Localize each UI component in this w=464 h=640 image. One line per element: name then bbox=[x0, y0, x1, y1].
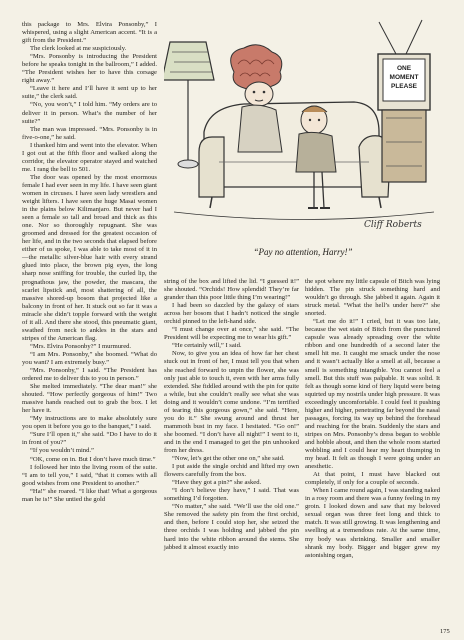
text-column-3 bbox=[305, 278, 440, 560]
paragraph: “My instructions are to make absolutely sure you open it before you go to the banquet,” I said. bbox=[22, 415, 157, 431]
paragraph: “I am Mrs. Ponsonby,” she boomed. “What do you want? I am extremely busy.” bbox=[22, 350, 157, 366]
paragraph: “Mrs. Elvira Ponsonby?” I murmured. bbox=[30, 342, 132, 350]
paragraph: She melted immediately. “The dear man!” she shouted. “How perfectly gorgeous of him!” Two massive hands reached out to grab the box. I let her have it. bbox=[22, 383, 157, 415]
paragraph: string of the box and lifted the lid. “I guessed it!” she shouted. “Orchids! How splendid! They’re far grander than this poor little thing I’m wearing!” bbox=[164, 278, 299, 302]
paragraph: “I must change over at once,” she said. “The President will be expecting me to wear his gift.” bbox=[164, 326, 299, 342]
paragraph: “Sure I’ll open it,” she said. “Do I have to do it in front of you?” bbox=[22, 431, 157, 447]
paragraph: “Now, let’s get the other one on,” she said. bbox=[172, 455, 285, 463]
paragraph: “I don’t believe they have,” I said. That was something I’d forgotten. bbox=[164, 487, 299, 503]
paragraph: “He certainly will,” I said. bbox=[172, 342, 242, 350]
cartoonist-signature: Cliff Roberts bbox=[364, 220, 422, 230]
paragraph: “Ha!” she roared. “I like that! What a gorgeous man he is!” She untied the gold bbox=[22, 487, 157, 503]
paragraph: Now, to give you an idea of how far her chest stuck out in front of her, I must tell you that when she reached forward to unpin the flower, she was only just able to touch it, even with her arms fully extended. She fiddled around with the pin for quite a while, but she couldn’t really see what she was doing and it wouldn’t come undone. “I’m terrified of tearing this gorgeous gown,” she said. “Here, you do it.” She swung around and thrust her mammoth bust in my face. I hesitated. “Go on!” she boomed. “I don’t have all night!” I went to it, and in the end I managed to get the pin unhooked from her dress. bbox=[164, 350, 299, 454]
paragraph: “Let me do it!” I cried, but it was too late, because the wet stain of Bitch from the punctured capsule was already spreading over the white ribbon and one hundredth of a second later the smell hit me. It caught me smack under the nose and it wasn’t actually like a smell at all, because a smell is something intangible. You cannot feel a smell. But this stuff was palpable. It was solid. It felt as though some kind of fiery liquid were being squirted up my nostrils under high pressure. It was exceedingly uncomfortable. I could feel it pushing higher and higher, penetrating far beyond the nasal passages, forcing its way up behind the forehead and reaching for the brain. Suddenly the stars and stripes on Mrs. Ponsonby’s dress began to wobble and hobble about, and then the whole room started wobbling and I could hear my heart thumping in my head. It felt as though I were going under an anesthetic. bbox=[305, 318, 440, 471]
paragraph: this package to Mrs. Elvira Ponsonby,” I whispered, using a slight American accent. “It is a gift from the President.” bbox=[22, 21, 157, 45]
tv-sign-line: ONE bbox=[396, 65, 412, 72]
cartoon-illustration bbox=[164, 12, 442, 244]
paragraph: I had been so dazzled by the galaxy of stars across her bosom that I hadn’t noticed the single orchid pinned to the left-hand side. bbox=[164, 302, 299, 326]
paragraph: I thanked him and went into the elevator. When I got out at the fifth floor and walked along the corridor, the elevator operator stayed and watched me. I rang the bell to 501. bbox=[22, 141, 157, 173]
paragraph: “No, you won’t,” I told him. “My orders are to deliver it in person. What’s the number of her suite?” bbox=[22, 101, 157, 125]
paragraph: “Leave it here and I’ll have it sent up to her suite,” the clerk said. bbox=[22, 85, 157, 101]
paragraph: the spot where my little capsule of Bitch was lying hidden. The pin struck something hard and wouldn’t go through. She jabbed it again. Again it struck metal. “What the hell’s under here?” she snorted. bbox=[305, 278, 440, 318]
page-number: 175 bbox=[440, 628, 450, 635]
tv-icon bbox=[378, 20, 430, 182]
paragraph: At that point, I must have blacked out completely, if only for a couple of seconds. bbox=[305, 471, 440, 487]
cartoon-caption: “Pay no attention, Harry!” bbox=[253, 247, 353, 257]
text-column-1 bbox=[22, 21, 157, 504]
paragraph: “Have they got a pin?” she asked. bbox=[172, 479, 262, 487]
paragraph: I put aside the single orchid and lifted my own flowers carefully from the box. bbox=[164, 463, 299, 479]
paragraph: “Mrs. Ponsonby is introducing the President before he speaks tonight in the ballroom,” I added. “The President wishes her to have this corsage right away.” bbox=[22, 53, 157, 85]
paragraph: “If you wouldn’t mind.” bbox=[30, 447, 94, 455]
paragraph: When I came round again, I was standing naked in a rosy room and there was a funny feeling in my groin. I looked down and saw that my beloved sexual organ was three feet long and thick to match. It was still growing. It was lengthening and swelling at a tremendous rate. At the same time, my body was shrinking. Smaller and smaller shrank my body. Bigger and bigger grew my astonishing organ, bbox=[305, 487, 440, 559]
paragraph: “OK, come on in. But I don’t have much time.” bbox=[30, 455, 156, 463]
paragraph: The man was impressed. “Mrs. Ponsonby is in five-o-one,” he said. bbox=[22, 125, 157, 141]
text-column-2 bbox=[164, 278, 299, 552]
tv-sign-line: PLEASE bbox=[390, 83, 418, 90]
paragraph: “Mrs. Ponsonby,” I said. “The President has ordered me to deliver this to you in person.” bbox=[22, 367, 157, 383]
paragraph: The door was opened by the most enormous female I had ever seen in my life. I have seen giant women in circuses. I have seen lady wrestlers and weight lifters. I have seen the huge Masai women in the plains below Kilimanjaro. But never had I seen a female so tall and broad and thick as this one. Nor so thoroughly repugnant. She was groomed and dressed for the greatest occasion of her life, and in the two seconds that elapsed before either of us spoke, I was able to take most of it in—the metallic silver-blue hair with every strand glued into place, the brown pig eyes, the long sharp nose sniffing for trouble, the curled lip, the prognathous jaw, the powder, the mascara, the scarlet lipstick and, most shattering of all, the massive shored-up bosom that projected like a balcony in front of her. It stuck out so far it was a miracle she didn’t topple forward with the weight of it all. And there she stood, this pneumatic giant, swathed from neck to ankles in the stars and stripes of the American flag. bbox=[22, 173, 157, 342]
sofa-icon bbox=[199, 102, 390, 208]
paragraph: “No matter,” she said. “We’ll use the old one.” She removed the safety pin from the first orchid, and then, before I could stop her, she seized the three orchids I was holding and jabbed the pin hard into the white ribbon around the stems. She jabbed it almost exactly into bbox=[164, 503, 299, 551]
tv-sign-line: MOMENT bbox=[389, 74, 419, 81]
paragraph: The clerk looked at me suspiciously. bbox=[30, 45, 127, 53]
paragraph: I followed her into the living room of the suite. “I am to tell you,” I said, “that it comes with all good wishes from one President to another.” bbox=[22, 463, 157, 487]
